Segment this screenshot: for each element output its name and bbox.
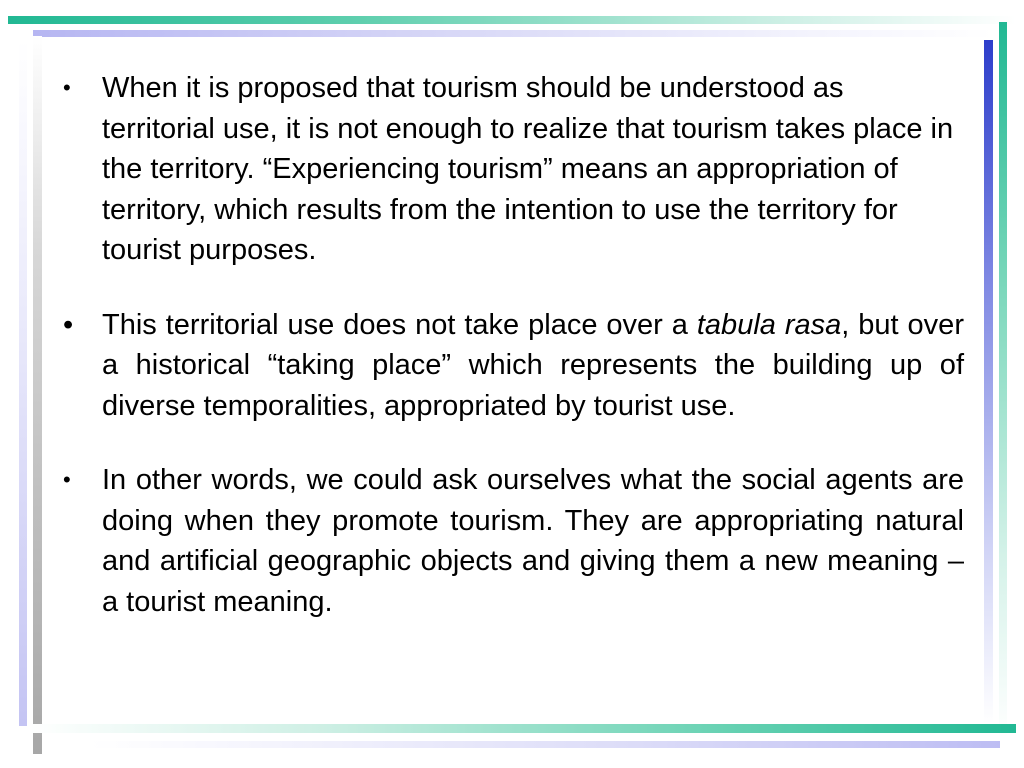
paragraph-text: [102, 305, 964, 427]
left-blue-frame-bar: [19, 40, 27, 726]
top-green-frame-bar: [8, 16, 1016, 24]
right-blue-frame-bar: [984, 40, 993, 724]
bottom-blue-frame-bar: [90, 741, 1000, 748]
top-blue-frame-bar: [33, 30, 993, 37]
slide-body: [56, 68, 964, 622]
paragraph-text: [102, 460, 964, 622]
bullet-marker: •: [63, 308, 74, 341]
text-segment: This territorial use does not take place over a: [102, 308, 697, 341]
bullet-marker: •: [63, 467, 71, 492]
left-gray-frame-bar: [33, 36, 42, 754]
text-segment: , but over a historical “taking place” which represents the building up of diverse temporalities, appropriated by tourist use.: [102, 308, 964, 422]
paragraph-text: [102, 68, 964, 271]
bottom-green-frame-bar: [30, 724, 1016, 733]
bullet-paragraph-3: [56, 460, 964, 622]
bullet-marker: •: [63, 75, 71, 100]
bullet-paragraph-1: [56, 68, 964, 271]
italic-term: tabula rasa: [696, 308, 842, 341]
bullet-paragraph-2: [56, 305, 964, 427]
right-green-frame-bar: [999, 22, 1007, 738]
text-segment: In other words, we could ask ourselves what the social agents are doing when they promote tourism. They are appropriating natural and artificial geographic objects and giving them a new meaning – a tourist meaning.: [102, 464, 964, 618]
text-segment: When it is proposed that tourism should be understood as territorial use, it is not enough to realize that tourism takes place in the territory. “Experiencing tourism” means an appropriation of territory, which results from the intention to use the territory for tourist purposes.: [102, 72, 954, 266]
